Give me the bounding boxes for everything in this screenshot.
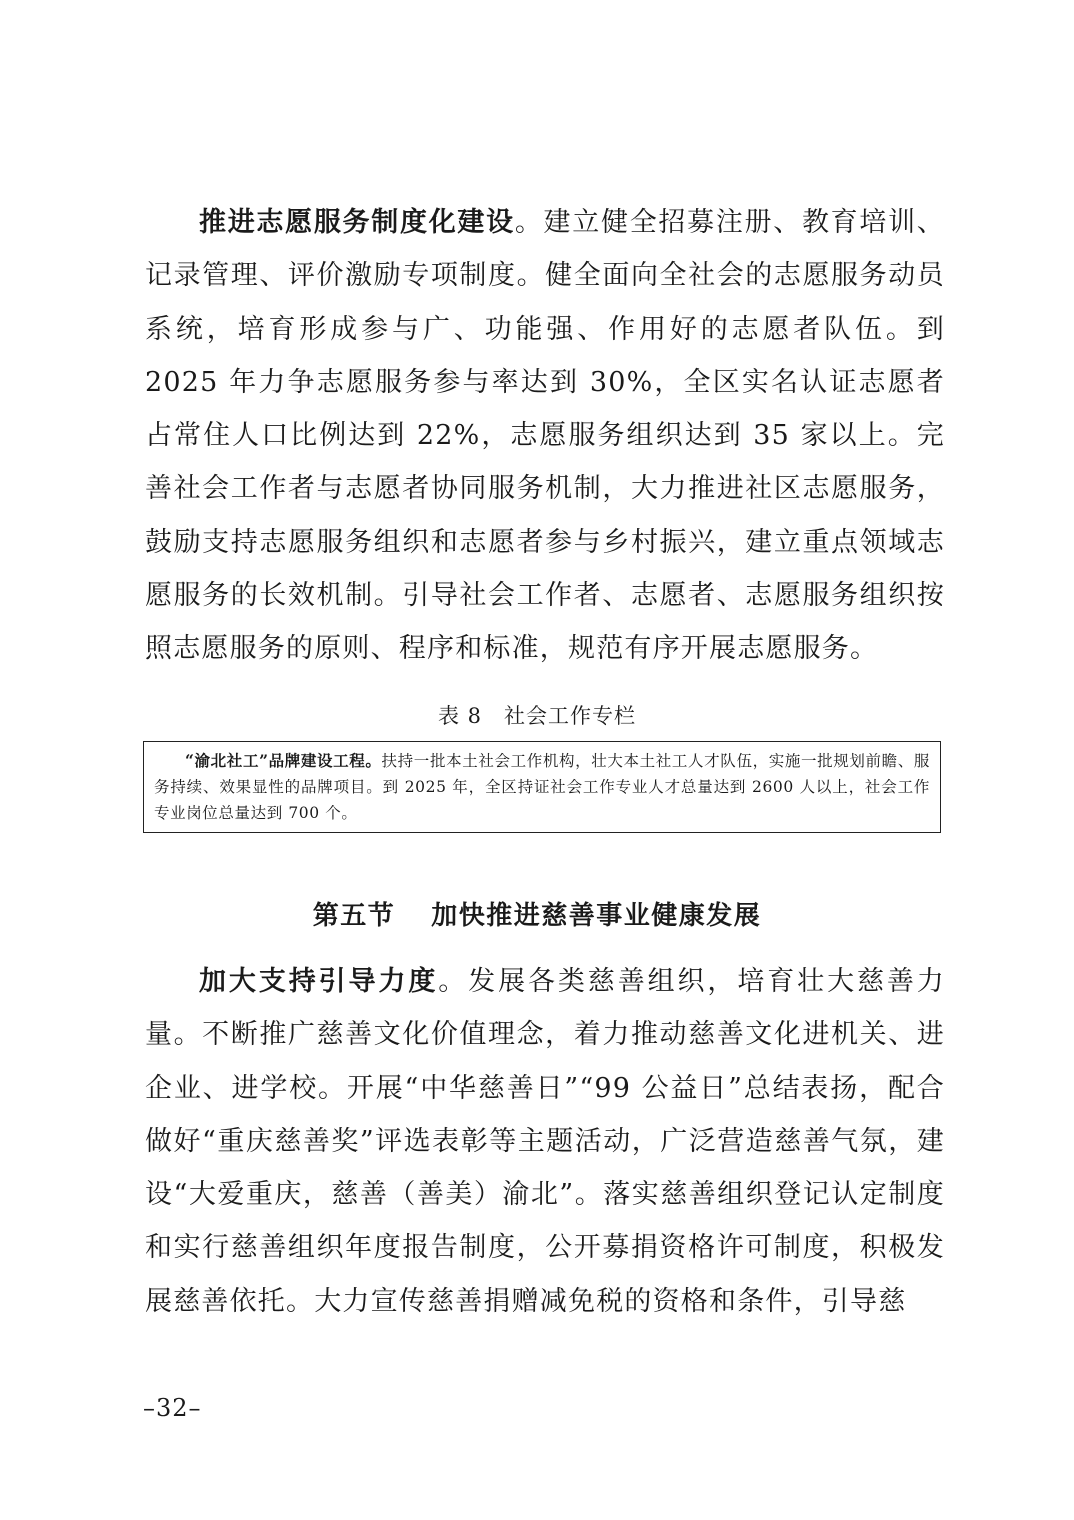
section-number: 第五节 [312, 901, 396, 931]
table-number: 表 8 [437, 704, 483, 728]
paragraph-body: 。发展各类慈善组织，培育壮大慈善力量。不断推广慈善文化价值理念，着力推动慈善文化进机关、进企业、进学校。开展“中华慈善日”“99 公益日”总结表扬，配合做好“重庆慈善奖”评选表彰等主题活动，广泛营造慈善气氛，建设“大爱重庆，慈善（善美）渝北”。落实慈善组织登记认定制度和实行慈善组织年度报告制度，公开募捐资格许可制度，积极发展慈善依托。大力宣传慈善捐赠减免税的资格和条件，引导慈 [145, 966, 945, 1317]
paragraph-volunteer-service [145, 196, 945, 676]
paragraph-lead-heading: 加大支持引导力度 [199, 966, 439, 997]
page-number: –32– [143, 1394, 202, 1422]
table-caption [0, 700, 1074, 730]
section-heading [0, 895, 1074, 932]
section-title: 加快推进慈善事业健康发展 [431, 901, 762, 931]
social-work-column-box [143, 741, 941, 833]
paragraph-charity-support [145, 955, 945, 1328]
table-title: 社会工作专栏 [504, 704, 637, 728]
paragraph-lead-heading: 推进志愿服务制度化建设 [199, 207, 515, 238]
callout-body: 扶持一批本土社会工作机构，壮大本土社工人才队伍，实施一批规划前瞻、服务持续、效果显性的品牌项目。到 2025 年，全区持证社会工作专业人才总量达到 2600 人以上，社会工作专业岗位总量达到 700 个。 [154, 752, 930, 822]
paragraph-body: 。建立健全招募注册、教育培训、记录管理、评价激励专项制度。健全面向全社会的志愿服务动员系统，培育形成参与广、功能强、作用好的志愿者队伍。到 2025 年力争志愿服务参与率达到 30%，全区实名认证志愿者占常住人口比例达到 22%，志愿服务组织达到 35 家以上。完善社会工作者与志愿者协同服务机制，大力推进社区志愿服务，鼓励支持志愿服务组织和志愿者参与乡村振兴，建立重点领域志愿服务的长效机制。引导社会工作者、志愿者、志愿服务组织按照志愿服务的原则、程序和标准，规范有序开展志愿服务。 [145, 207, 946, 665]
callout-lead-heading: “渝北社工”品牌建设工程。 [185, 751, 382, 770]
